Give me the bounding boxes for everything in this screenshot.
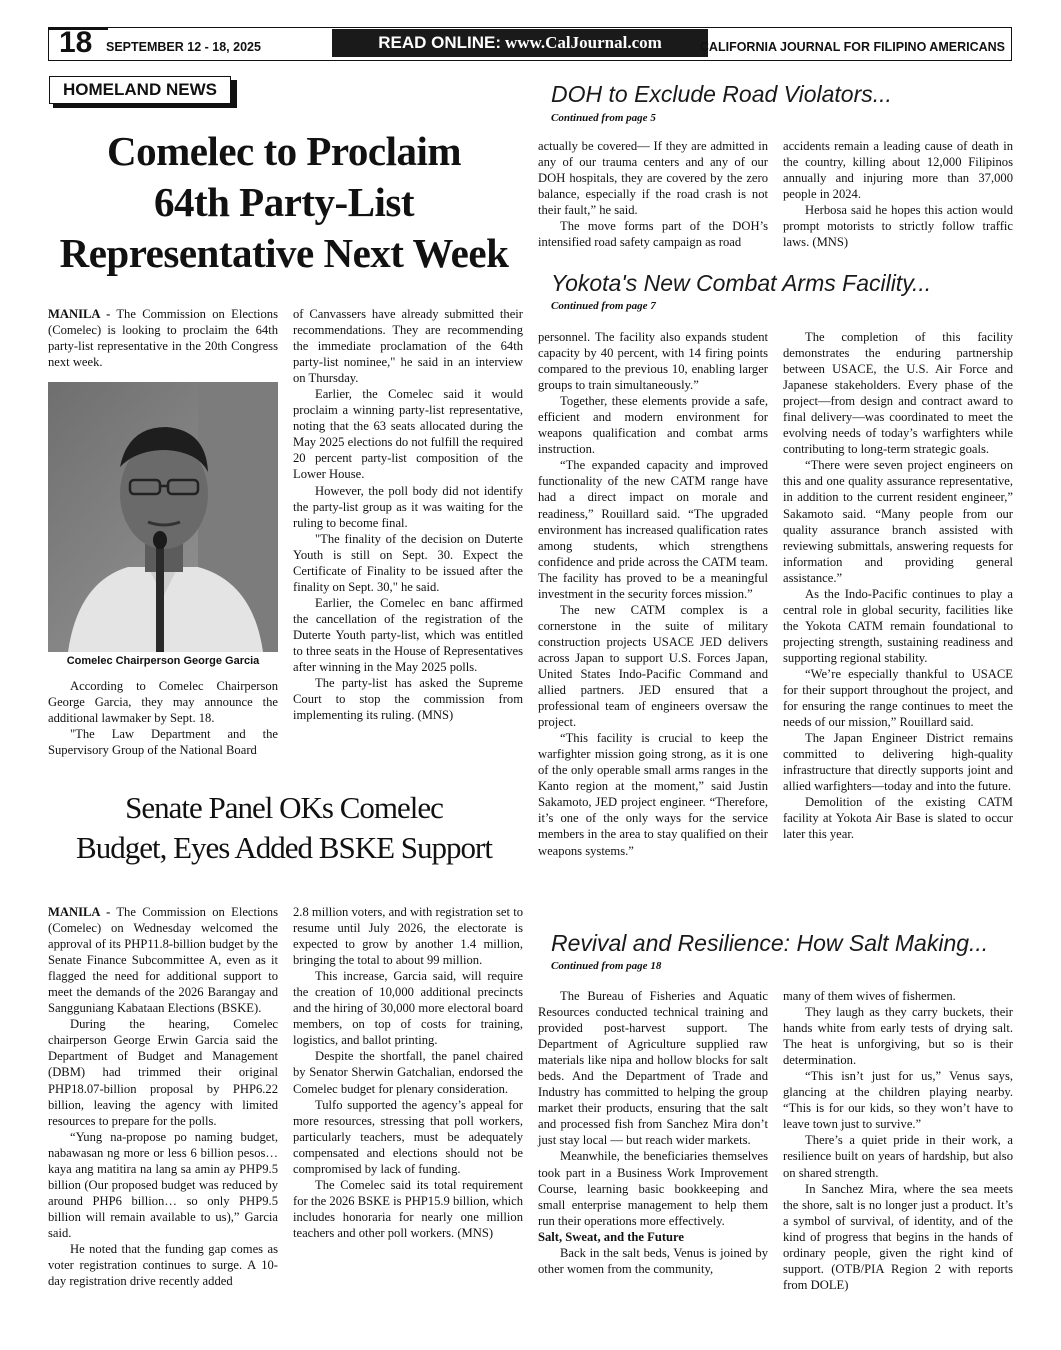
article5-continued: Continued from page 18 bbox=[551, 960, 662, 972]
article2-col1 bbox=[48, 904, 278, 1289]
article5-subhead: Salt, Sweat, and the Future bbox=[538, 1229, 685, 1244]
article1-dateline: MANILA - bbox=[48, 307, 111, 321]
article2-col2-para: The Comelec said its total requirement for the 2026 BSKE is PHP15.9 billion, which includes honoraria for nearly one million teachers and other poll workers. (MNS) bbox=[293, 1177, 523, 1240]
article2-col1-para: “Yung na-propose po naming budget, nabawasan ng more or less 6 billion pesos… kaya ang matitira na lang sa amin ay PHP9.5 billion (Our proposed budget was reduced by around PHP6 billion… so only PHP9.5 billion will remain available to us),” Garcia said. bbox=[48, 1129, 278, 1240]
article5-col1-para: The Bureau of Fisheries and Aquatic Resources conducted technical training and provided post-harvest support. The Department of Agriculture supplied raw materials like nipa and hollow blocks for salt beds. And the Department of Trade and Industry has committed to helping the group market their products, ensuring that the salt and processed fish from Sanchez Mira don’t just stay local — but reach wider markets. bbox=[538, 989, 768, 1148]
read-online-banner[interactable] bbox=[332, 29, 708, 57]
article2-col1-para: He noted that the funding gap comes as voter registration continues to surge. A 10-day registration drive recently added bbox=[48, 1241, 278, 1289]
article1-headline-line1: Comelec to Proclaim bbox=[106, 128, 462, 174]
article1-lead-text: The Commission on Elections (Comelec) is looking to proclaim the 64th party-list representative in the 20th Congress next week. bbox=[48, 307, 278, 370]
read-online-url[interactable]: www.CalJournal.com bbox=[505, 33, 662, 52]
publication-name: CALIFORNIA JOURNAL FOR FILIPINO AMERICANS bbox=[699, 40, 1005, 54]
article4-col1-para: The new CATM complex is a cornerstone in the suite of military construction projects USACE JED delivers across Japan to support U.S. Forces Japan, United States Indo-Pacific Command and allied partners. JED ensured that a professional team of engineers oversaw the project. bbox=[538, 602, 768, 730]
portrait-image bbox=[48, 382, 278, 652]
section-label-box bbox=[49, 76, 237, 108]
article1-col1-lead bbox=[48, 306, 278, 370]
article3-col2 bbox=[783, 138, 1013, 250]
article5-kicker: Revival and Resilience: How Salt Making... bbox=[551, 930, 989, 956]
article5-col2-para: many of them wives of fishermen. bbox=[783, 989, 956, 1003]
photo-caption: Comelec Chairperson George Garcia bbox=[66, 655, 260, 667]
masthead bbox=[48, 27, 1012, 61]
article4-col1-para: personnel. The facility also expands student capacity by 40 percent, with 14 firing points compared to the previous 10, enabling larger groups to train simultaneously.” bbox=[538, 330, 768, 393]
article4-col2-para: The completion of this facility demonstrates the enduring partnership between USACE, the U.S. Air Force and Japanese stakeholders. Every phase of the project—from design and contract award to final delivery—was coordinated to meet the evolving needs of today’s warfighters while contributing to long-term strategic goals. bbox=[783, 330, 1013, 457]
article4-col1-para: “This facility is crucial to keep the warfighter mission going strong, as it is one of the only operable small arms ranges in the Kanto region at the moment,” said Justin Sakamoto, JED project engineer. “Therefore, it’s one of the only ways for the service members in the area to stay qualified on their weapons systems.” bbox=[538, 731, 768, 858]
article1-headline bbox=[40, 126, 528, 279]
article2-col2-para: Tulfo supported the agency’s appeal for more resources, stressing that poll workers, particularly teachers, must be adequately compensated and elections should not be compromised by lack of funding. bbox=[293, 1097, 523, 1176]
article4-col1-para: “The expanded capacity and improved functionality of the new CATM range have had a direct impact on morale and readiness,” Rouillard said. “The upgraded environment has increased qualification rates among students, which strengthens confidence and pride across the CATM team. The facility has proved to be a meaningful investment in the security forces mission.” bbox=[538, 458, 768, 601]
article5-col2-para: They laugh as they carry buckets, their hands white from early tests of drying salt. The heat is unforgiving, but so is their determination. bbox=[783, 1005, 1013, 1068]
article1-col1-after-photo bbox=[48, 678, 278, 758]
article4-col2-para: Demolition of the existing CATM facility at Yokota Air Base is slated to occur later this year. bbox=[783, 795, 1013, 842]
article2-col2-para: 2.8 million voters, and with registration set to resume until July 2026, the electorate is expected to grow by another 1.4 million, bringing the total to about 99 million. bbox=[293, 905, 523, 968]
article1-col2-para: Earlier, the Comelec said it would proclaim a winning party-list representative, noting that the 63 seats allocated during the May 2025 elections do not fulfill the required 20 percent party-list composition of the Lower House. bbox=[293, 387, 523, 482]
article5-col2 bbox=[783, 988, 1013, 1293]
article1-col2-para: The party-list has asked the Supreme Court to stop the commission from implementing its ruling. (MNS) bbox=[293, 676, 523, 723]
article1-col1-para: "The Law Department and the Supervisory Group of the National Board bbox=[48, 727, 278, 758]
article5-col1 bbox=[538, 988, 768, 1277]
article1-col2-para: "The finality of the decision on Duterte Youth is still on Sept. 30. Expect the Certificate of Finality to be issued after the finality on Sept. 30," he said. bbox=[293, 531, 523, 594]
article4-kicker: Yokota's New Combat Arms Facility... bbox=[551, 270, 932, 296]
section-label: HOMELAND NEWS bbox=[49, 76, 231, 104]
article1-col1-para: According to Comelec Chairperson George Garcia, they may announce the additional lawmaker by Sept. 18. bbox=[48, 679, 278, 726]
article4-col2 bbox=[783, 329, 1013, 843]
article2-col1-para: During the hearing, Comelec chairperson George Erwin Garcia said the Department of Budget and Management (DBM) had trimmed their original PHP18.07-billion proposal by PHP6.22 billion, leaving the agency with limited resources to prepare for the polls. bbox=[48, 1017, 278, 1128]
article1-col2-para: However, the poll body did not identify the party-list group as it was waiting for the ruling to become final. bbox=[293, 483, 523, 530]
article2-headline bbox=[40, 788, 528, 868]
article1-col2-para: of Canvassers have already submitted their recommendations. They are recommending the immediate proclamation of the 64th party-list nominee," he said in an interview on Thursday. bbox=[293, 307, 523, 386]
article3-col2-para: Herbosa said he hopes this action would prompt motorists to strictly follow traffic laws. (MNS) bbox=[783, 203, 1013, 250]
article5-col1-para: Back in the salt beds, Venus is joined by other women from the community, bbox=[538, 1245, 768, 1276]
article3-col1-para: actually be covered— If they are admitted in any of our trauma centers and any of our DOH hospitals, they are covered by the zero balance, especially if the road crash is not their fault,” he said. bbox=[538, 139, 768, 218]
article1-headline-line3: Representative Next Week bbox=[59, 230, 509, 276]
article3-col1-para: The move forms part of the DOH’s intensified road safety campaign as road bbox=[538, 219, 768, 250]
article5-col2-para: “This isn’t just for us,” Venus says, glancing at the children playing nearby. “This is for our kids, so they won’t have to leave town just to survive.” bbox=[783, 1069, 1013, 1132]
article3-col2-para: accidents remain a leading cause of death in the country, killing about 12,000 Filipinos annually and injuring more than 37,000 people in 2024. bbox=[783, 139, 1013, 202]
article4-continued: Continued from page 7 bbox=[551, 300, 656, 312]
article2-col2 bbox=[293, 904, 523, 1241]
article5-col1-para: Meanwhile, the beneficiaries themselves took part in a Business Work Improvement Course, learning basic bookkeeping and small enterprise management to help them run their operations more effectively. bbox=[538, 1149, 768, 1228]
article1-col2 bbox=[293, 306, 523, 723]
article4-col2-para: The Japan Engineer District remains committed to delivering high-quality infrastructure that directly supports joint and allied warfighters—today and into the future. bbox=[783, 731, 1013, 794]
article3-col1 bbox=[538, 138, 768, 250]
article2-col2-para: Despite the shortfall, the panel chaired by Senator Sherwin Gatchalian, endorsed the Comelec budget for plenary consideration. bbox=[293, 1049, 523, 1096]
article2-dateline: MANILA - bbox=[48, 905, 111, 919]
article2-headline-line1: Senate Panel OKs Comelec bbox=[125, 790, 443, 825]
article3-kicker: DOH to Exclude Road Violators... bbox=[551, 81, 892, 107]
issue-date: SEPTEMBER 12 - 18, 2025 bbox=[106, 40, 261, 54]
article2-col1-lead: The Commission on Elections (Comelec) on Wednesday welcomed the approval of its PHP11.8-billion budget by the Senate Finance Subcommittee A, even as it flagged the need for additional support to meet the demands of the 2026 Barangay and Sangguniang Kabataan Elections (BSKE). bbox=[48, 905, 278, 1016]
article4-col2-para: “We’re especially thankful to USACE for their support throughout the project, and for ensuring the range continues to meet the needs of our mission,” Rouillard said. bbox=[783, 666, 1013, 730]
article2-col2-para: This increase, Garcia said, will require the creation of 10,000 additional precincts and the hiring of 30,000 more electoral board members, on top of costs for training, logistics, and ballot printing. bbox=[293, 969, 523, 1048]
article5-col2-para: There’s a quiet pride in their work, a resilience built on years of hardship, but also on shared strength. bbox=[783, 1133, 1013, 1180]
garcia-photo bbox=[48, 382, 278, 652]
article3-continued: Continued from page 5 bbox=[551, 112, 656, 124]
article4-col1-para: Together, these elements provide a safe, efficient and modern environment for weapons qualification and combat arms instruction. bbox=[538, 394, 768, 457]
article5-col2-para: In Sanchez Mira, where the sea meets the shore, salt is no longer just a product. It’s a symbol of survival, of identity, and of the kind of progress that begins in the hands of ordinary people, given the right kind of support. (OTB/PIA Region 2 with reports from DOLE) bbox=[783, 1181, 1013, 1292]
read-online-label: READ ONLINE: bbox=[378, 33, 501, 52]
article4-col2-para: As the Indo-Pacific continues to play a central role in global security, facilities like the Yokota CATM remain foundational to projecting strength, sustaining readiness and supporting regional stability. bbox=[783, 586, 1013, 665]
article4-col1 bbox=[538, 329, 768, 859]
page-number: 18 bbox=[59, 26, 93, 59]
article2-headline-line2: Budget, Eyes Added BSKE Support bbox=[76, 830, 492, 865]
article1-headline-line2: 64th Party-List bbox=[153, 179, 415, 225]
article4-col2-para: “There were seven project engineers on this and one quality assurance representative, in addition to the current resident engineer,” Sakamoto said. “Many people from our quality assurance branch assisted with reviewing submittals, answering requests for information and providing general assistance.” bbox=[783, 458, 1013, 585]
article1-col2-para: Earlier, the Comelec en banc affirmed the cancellation of the registration of the Duterte Youth party-list, which was entitled to three seats in the House of Representatives after winning in the May 2025 polls. bbox=[293, 595, 523, 675]
